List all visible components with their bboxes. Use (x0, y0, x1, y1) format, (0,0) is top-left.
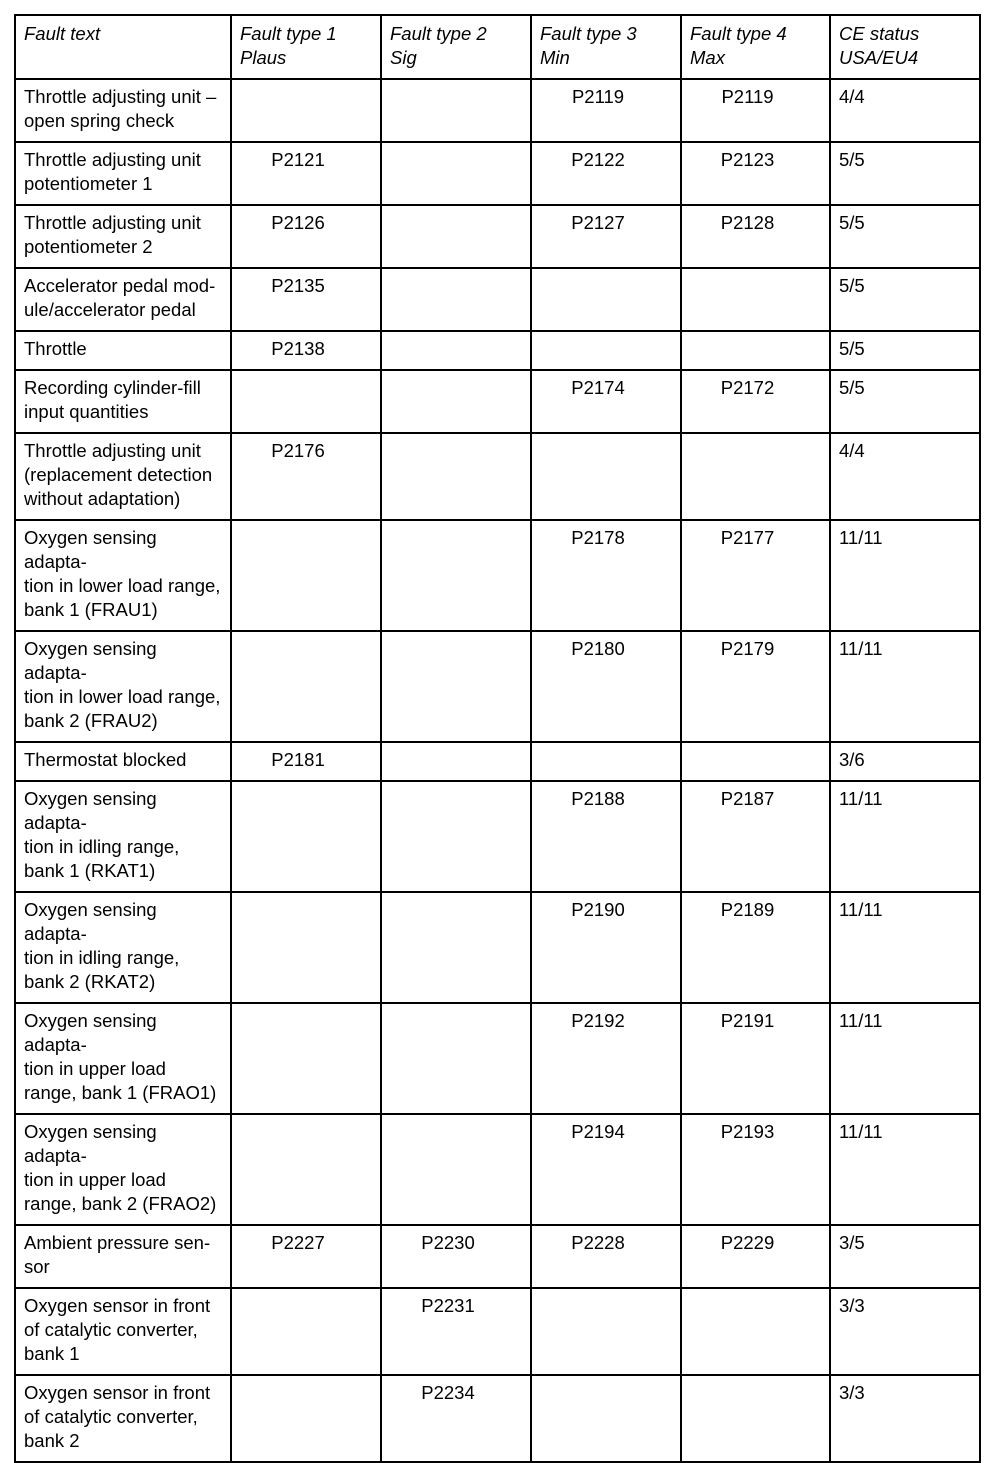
table-row (15, 370, 980, 433)
table-row (15, 433, 980, 520)
fault-text-cell: Ambient pressure sen- sor (15, 1225, 231, 1288)
sig-code-cell (381, 631, 531, 742)
fault-text-cell: Recording cylinder-fill input quantities (15, 370, 231, 433)
table-row (15, 1003, 980, 1114)
table-row (15, 892, 980, 1003)
plaus-code-cell (231, 631, 381, 742)
ce-status-cell: 4/4 (830, 433, 980, 520)
table-row (15, 1288, 980, 1375)
fault-text-cell: Oxygen sensing adapta- tion in idling range, bank 2 (RKAT2) (15, 892, 231, 1003)
sig-code-cell (381, 520, 531, 631)
fault-text-cell: Oxygen sensing adapta- tion in upper load range, bank 2 (FRAO2) (15, 1114, 231, 1225)
sig-code-cell (381, 205, 531, 268)
fault-text-cell: Throttle adjusting unit potentiometer 2 (15, 205, 231, 268)
min-code-cell (531, 331, 681, 370)
header-fault-type-4: Fault type 4 Max (681, 15, 830, 79)
plaus-code-cell: P2135 (231, 268, 381, 331)
header-fault-type-1: Fault type 1 Plaus (231, 15, 381, 79)
max-code-cell (681, 1375, 830, 1462)
ce-status-cell: 3/6 (830, 742, 980, 781)
sig-code-cell: P2230 (381, 1225, 531, 1288)
ce-status-cell: 11/11 (830, 1114, 980, 1225)
sig-code-cell (381, 1003, 531, 1114)
min-code-cell: P2127 (531, 205, 681, 268)
plaus-code-cell (231, 370, 381, 433)
ce-status-cell: 3/5 (830, 1225, 980, 1288)
min-code-cell: P2122 (531, 142, 681, 205)
min-code-cell: P2174 (531, 370, 681, 433)
max-code-cell: P2187 (681, 781, 830, 892)
sig-code-cell (381, 79, 531, 142)
table-row (15, 520, 980, 631)
max-code-cell (681, 742, 830, 781)
plaus-code-cell (231, 1288, 381, 1375)
ce-status-cell: 3/3 (830, 1288, 980, 1375)
max-code-cell (681, 1288, 830, 1375)
max-code-cell (681, 433, 830, 520)
max-code-cell: P2179 (681, 631, 830, 742)
min-code-cell (531, 1375, 681, 1462)
sig-code-cell (381, 142, 531, 205)
fault-text-cell: Oxygen sensing adapta- tion in upper load range, bank 1 (FRAO1) (15, 1003, 231, 1114)
sig-code-cell (381, 370, 531, 433)
max-code-cell (681, 331, 830, 370)
min-code-cell: P2194 (531, 1114, 681, 1225)
max-code-cell: P2123 (681, 142, 830, 205)
sig-code-cell (381, 781, 531, 892)
ce-status-cell: 5/5 (830, 331, 980, 370)
max-code-cell: P2172 (681, 370, 830, 433)
min-code-cell: P2228 (531, 1225, 681, 1288)
table-row (15, 781, 980, 892)
ce-status-cell: 11/11 (830, 892, 980, 1003)
table-row (15, 631, 980, 742)
header-ce-status: CE status USA/EU4 (830, 15, 980, 79)
fault-text-cell: Throttle adjusting unit potentiometer 1 (15, 142, 231, 205)
plaus-code-cell (231, 1114, 381, 1225)
table-row (15, 205, 980, 268)
ce-status-cell: 5/5 (830, 268, 980, 331)
ce-status-cell: 5/5 (830, 370, 980, 433)
fault-code-table (14, 14, 981, 1463)
plaus-code-cell: P2181 (231, 742, 381, 781)
ce-status-cell: 5/5 (830, 142, 980, 205)
sig-code-cell (381, 331, 531, 370)
min-code-cell (531, 433, 681, 520)
plaus-code-cell: P2176 (231, 433, 381, 520)
sig-code-cell (381, 433, 531, 520)
table-row (15, 742, 980, 781)
plaus-code-cell (231, 520, 381, 631)
ce-status-cell: 11/11 (830, 520, 980, 631)
fault-text-cell: Oxygen sensing adapta- tion in lower load range, bank 2 (FRAU2) (15, 631, 231, 742)
max-code-cell: P2128 (681, 205, 830, 268)
sig-code-cell (381, 1114, 531, 1225)
sig-code-cell (381, 742, 531, 781)
fault-text-cell: Oxygen sensing adapta- tion in idling range, bank 1 (RKAT1) (15, 781, 231, 892)
fault-text-cell: Oxygen sensor in front of catalytic converter, bank 2 (15, 1375, 231, 1462)
sig-code-cell: P2234 (381, 1375, 531, 1462)
plaus-code-cell (231, 781, 381, 892)
fault-text-cell: Throttle adjusting unit (replacement detection without adaptation) (15, 433, 231, 520)
sig-code-cell (381, 892, 531, 1003)
table-row (15, 79, 980, 142)
table-row (15, 1225, 980, 1288)
plaus-code-cell: P2227 (231, 1225, 381, 1288)
table-row (15, 1114, 980, 1225)
fault-text-cell: Thermostat blocked (15, 742, 231, 781)
min-code-cell: P2178 (531, 520, 681, 631)
table-header-row (15, 15, 980, 79)
ce-status-cell: 4/4 (830, 79, 980, 142)
ce-status-cell: 11/11 (830, 1003, 980, 1114)
max-code-cell: P2193 (681, 1114, 830, 1225)
min-code-cell: P2119 (531, 79, 681, 142)
min-code-cell (531, 268, 681, 331)
table-row (15, 142, 980, 205)
plaus-code-cell (231, 892, 381, 1003)
fault-text-cell: Oxygen sensor in front of catalytic converter, bank 1 (15, 1288, 231, 1375)
min-code-cell: P2190 (531, 892, 681, 1003)
sig-code-cell: P2231 (381, 1288, 531, 1375)
table-row (15, 1375, 980, 1462)
max-code-cell (681, 268, 830, 331)
header-fault-text: Fault text (15, 15, 231, 79)
min-code-cell (531, 1288, 681, 1375)
max-code-cell: P2189 (681, 892, 830, 1003)
header-fault-type-3: Fault type 3 Min (531, 15, 681, 79)
plaus-code-cell: P2126 (231, 205, 381, 268)
ce-status-cell: 11/11 (830, 631, 980, 742)
max-code-cell: P2191 (681, 1003, 830, 1114)
fault-text-cell: Oxygen sensing adapta- tion in lower load range, bank 1 (FRAU1) (15, 520, 231, 631)
sig-code-cell (381, 268, 531, 331)
plaus-code-cell: P2121 (231, 142, 381, 205)
min-code-cell: P2180 (531, 631, 681, 742)
max-code-cell: P2229 (681, 1225, 830, 1288)
plaus-code-cell: P2138 (231, 331, 381, 370)
ce-status-cell: 5/5 (830, 205, 980, 268)
min-code-cell (531, 742, 681, 781)
table-row (15, 268, 980, 331)
table-row (15, 331, 980, 370)
ce-status-cell: 3/3 (830, 1375, 980, 1462)
fault-text-cell: Throttle adjusting unit – open spring check (15, 79, 231, 142)
fault-text-cell: Accelerator pedal mod- ule/accelerator pedal (15, 268, 231, 331)
max-code-cell: P2119 (681, 79, 830, 142)
plaus-code-cell (231, 1003, 381, 1114)
plaus-code-cell (231, 1375, 381, 1462)
min-code-cell: P2192 (531, 1003, 681, 1114)
fault-text-cell: Throttle (15, 331, 231, 370)
plaus-code-cell (231, 79, 381, 142)
ce-status-cell: 11/11 (830, 781, 980, 892)
max-code-cell: P2177 (681, 520, 830, 631)
min-code-cell: P2188 (531, 781, 681, 892)
header-fault-type-2: Fault type 2 Sig (381, 15, 531, 79)
